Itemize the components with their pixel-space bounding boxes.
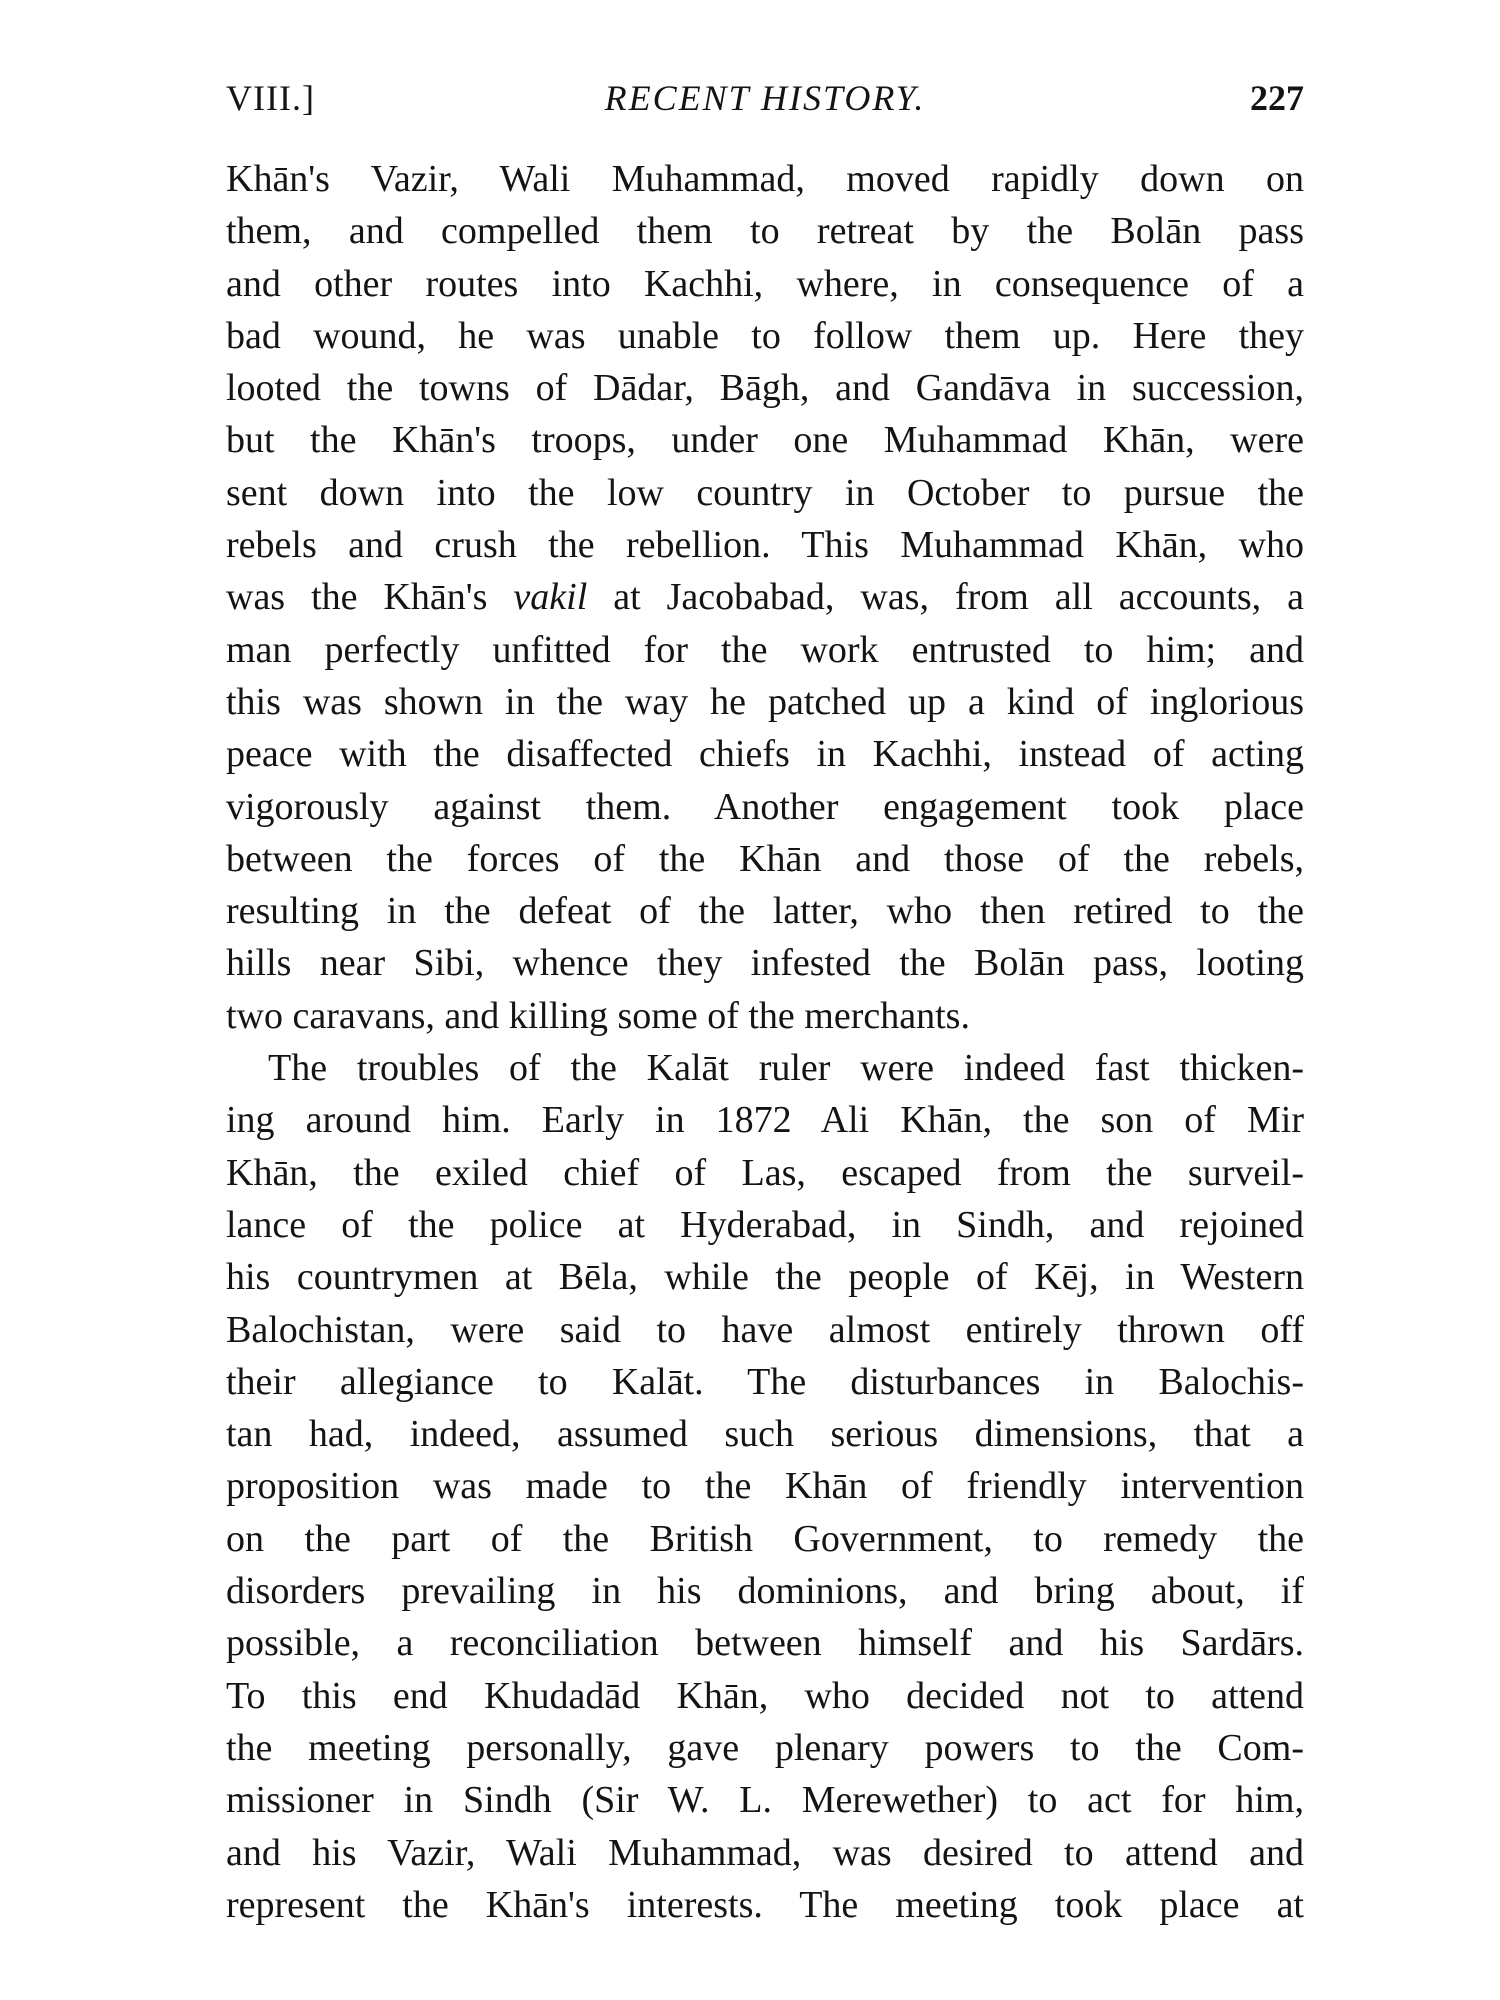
text-line: The troubles of the Kalāt ruler were indeed fast thicken-	[268, 1047, 1304, 1090]
text-line: two caravans, and killing some of the merchants.	[226, 994, 970, 1037]
paragraph-2	[226, 1042, 1304, 1931]
text-line: tan had, indeed, assumed such serious dimensions, that a	[226, 1413, 1304, 1456]
text-line: resulting in the defeat of the latter, who then retired to the	[226, 890, 1304, 933]
text-line: them, and compelled them to retreat by the Bolān pass	[226, 210, 1304, 253]
text-line: man perfectly unfitted for the work entrusted to him; and	[226, 628, 1304, 671]
chapter-number: VIII.]	[226, 78, 315, 118]
text-line: between the forces of the Khān and those of the rebels,	[226, 837, 1304, 880]
line-start: was the Khān's	[226, 576, 488, 619]
text-line: possible, a reconciliation between himself and his Sardārs.	[226, 1622, 1304, 1665]
text-line: his countrymen at Bēla, while the people of Kēj, in Western	[226, 1256, 1304, 1299]
text-line: To this end Khudadād Khān, who decided not to attend	[226, 1674, 1304, 1717]
text-line	[226, 571, 1304, 623]
text-line: and his Vazir, Wali Muhammad, was desired to attend and	[226, 1831, 1304, 1874]
text-line: rebels and crush the rebellion. This Muhammad Khān, who	[226, 524, 1304, 567]
text-line: bad wound, he was unable to follow them up. Here they	[226, 314, 1304, 357]
text-line: represent the Khān's interests. The meeting took place at	[226, 1883, 1304, 1926]
text-line: this was shown in the way he patched up a kind of inglorious	[226, 680, 1304, 723]
text-line: and other routes into Kachhi, where, in consequence of a	[226, 262, 1304, 305]
text-line: sent down into the low country in October to pursue the	[226, 471, 1304, 514]
body-text	[226, 153, 1304, 1931]
text-line: Khān, the exiled chief of Las, escaped from the surveil-	[226, 1151, 1304, 1194]
text-line: hills near Sibi, whence they infested the Bolān pass, looting	[226, 942, 1304, 985]
paragraph-1	[226, 153, 1304, 1042]
text-line: Balochistan, were said to have almost entirely thrown off	[226, 1308, 1304, 1351]
page-number: 227	[1250, 78, 1304, 118]
text-line: on the part of the British Government, to remedy the	[226, 1517, 1304, 1560]
line-end: at Jacobabad, was, from all accounts, a	[613, 576, 1304, 619]
text-line: proposition was made to the Khān of friendly intervention	[226, 1465, 1304, 1508]
page-header	[226, 68, 1304, 128]
italic-term: vakil	[513, 576, 588, 619]
text-line: disorders prevailing in his dominions, and bring about, if	[226, 1570, 1304, 1613]
text-line: the meeting personally, gave plenary powers to the Com-	[226, 1726, 1304, 1769]
running-title: RECENT HISTORY.	[604, 78, 926, 118]
text-line: Khān's Vazir, Wali Muhammad, moved rapidly down on	[226, 158, 1304, 200]
text-line: vigorously against them. Another engagement took place	[226, 785, 1304, 828]
text-line: lance of the police at Hyderabad, in Sindh, and rejoined	[226, 1203, 1304, 1246]
text-line: their allegiance to Kalāt. The disturbances in Balochis-	[226, 1360, 1304, 1403]
text-line: but the Khān's troops, under one Muhammad Khān, were	[226, 419, 1304, 462]
text-line: peace with the disaffected chiefs in Kachhi, instead of acting	[226, 733, 1304, 776]
text-line: missioner in Sindh (Sir W. L. Merewether) to act for him,	[226, 1779, 1304, 1822]
text-line: looted the towns of Dādar, Bāgh, and Gandāva in succession,	[226, 367, 1304, 410]
text-line: ing around him. Early in 1872 Ali Khān, the son of Mir	[226, 1099, 1304, 1142]
